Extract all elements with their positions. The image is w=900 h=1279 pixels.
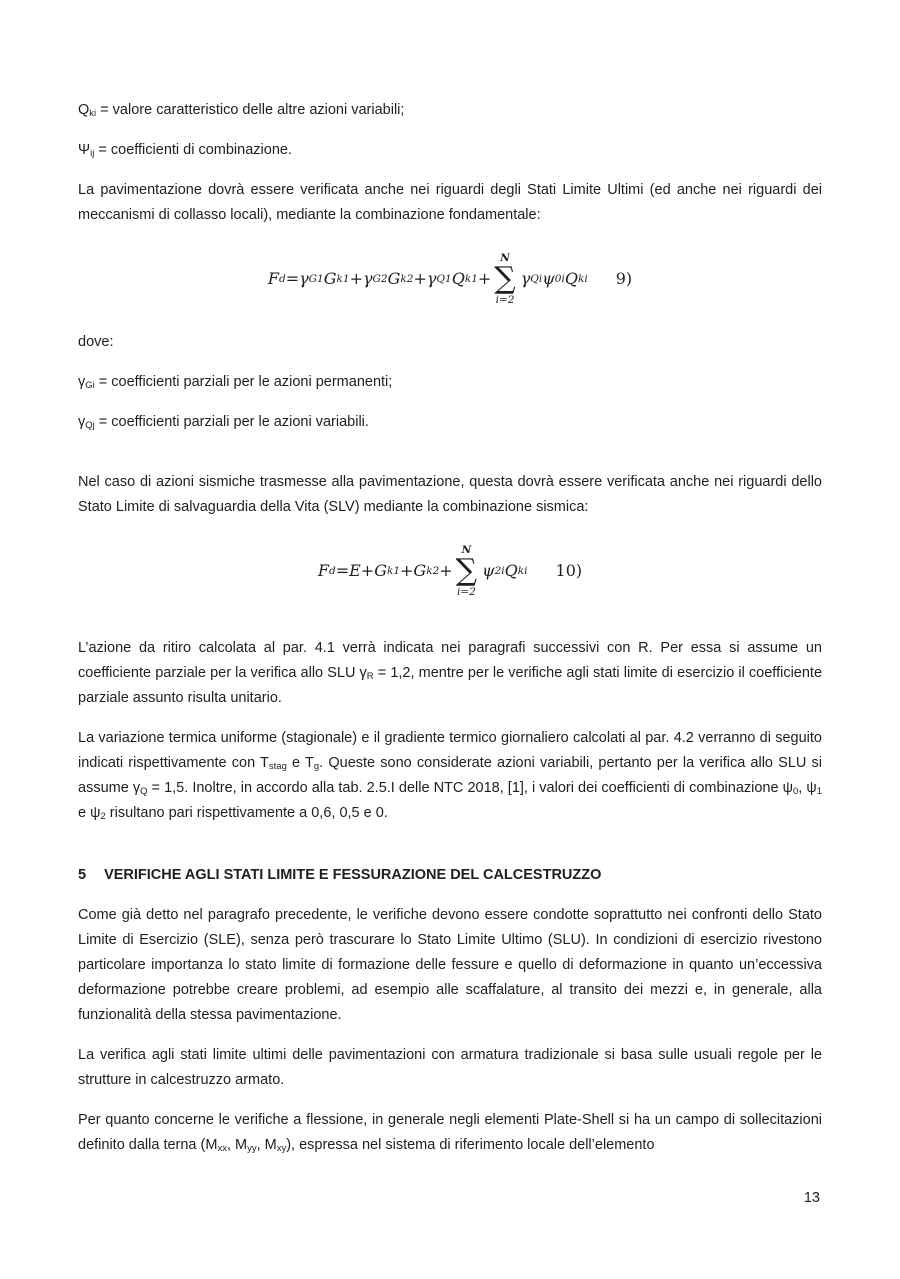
definition-line-gamma-qj: $\gamma_{Qj}$ = coefficienti parziali per le azioni variabili. [78, 414, 369, 431]
paragraph-pavimentazione: La pavimentazione dovrà essere verificata anche nei riguardi degli Stati Limite Ultimi (ed anche nei riguardi dei meccanismi di collasso locali), mediante la combinazione fondamentale: [78, 182, 822, 223]
line-dove: dove: [78, 334, 114, 350]
definition-line-gamma-gi: $\gamma_{Gi}$ = coefficienti parziali per le azioni permanenti; [78, 374, 393, 391]
paragraph-termica: La variazione termica uniforme (stagionale) e il gradiente termico giornaliero calcolati al par. 4.2 verranno di seguito indicati rispettivamente con $T_{stag}$ e $T_g$. Queste sono considerate azioni variabili, pertanto per la verifica allo SLU si assume $\gamma_Q = 1,5$. Inoltre, in accordo alla tab. 2.5.I delle NTC 2018, [1], i valori dei coefficienti di combinazione $\psi_0$, $\psi_1$ e $\psi_2$ risultano pari rispettivamente a 0,6, 0,5 e 0. [78, 730, 822, 822]
section-heading [78, 863, 822, 888]
paragraph-come: Come già detto nel paragrafo precedente, le verifiche devono essere condotte soprattutto nei confronti dello Stato Limite di Esercizio (SLE), senza però trascurare lo Stato Limite Ultimo (SLU). In condizioni di esercizio rivestono particolare importanza lo stato limite di formazione delle fessure e quello di deformazione in quanto un’eccessiva deformazione potrebbe creare problemi, ad esempio alle scaffalature, al transito dei mezzi e, in generale, alla funzionalità della stessa pavimentazione. [78, 907, 822, 1023]
page-number: 13 [803, 1190, 820, 1206]
summation-symbol: N ∑ i=2 [494, 251, 516, 306]
paragraph-quanto: Per quanto concerne le verifiche a flessione, in generale negli elementi Plate-Shell si ha un campo di sollecitazioni definito dalla terna ($M_{xx}$, $M_{yy}$, $M_{xy}$), espressa nel sistema di riferimento locale dell’elemento [78, 1112, 822, 1154]
definition-line-qki: $Q_{ki}$ = valore caratteristico delle altre azioni variabili; [78, 102, 405, 119]
equation-number: 10) [555, 561, 583, 580]
definition-line-psi: $\Psi_{ij}$ = coefficienti di combinazione. [78, 142, 292, 159]
blank-line [78, 841, 822, 863]
section-title: VERIFICHE AGLI STATI LIMITE E FESSURAZIONE DEL CALCESTRUZZO [104, 867, 602, 883]
equation-9: F d = γ G1 G k1 + γ G2 G k2 + γ Q1 Q k1 + N ∑ i=2 γ Qi ψ 0i Q ki 9) [267, 251, 633, 306]
summation-symbol: N ∑ i=2 [455, 543, 478, 598]
paragraph-verifica: La verifica agli stati limite ultimi delle pavimentazioni con armatura tradizionale si basa sulle usuali regole per le strutture in calcestruzzo armato. [78, 1047, 822, 1088]
section-number: 5 [78, 867, 87, 883]
blank-line [78, 450, 822, 470]
equation-10: F d = E + G k1 + G k2 + N ∑ i=2 ψ 2i Q ki 10) [317, 543, 583, 598]
equation-number: 9) [615, 269, 633, 288]
blank-line [78, 622, 822, 636]
paragraph-ritiro: L’azione da ritiro calcolata al par. 4.1 verrà indicata nei paragrafi successivi con R. Per essa si assume un coefficiente parziale per la verifica allo SLU $\gamma_R = 1,2$, mentre per le verifiche agli stati limite di esercizio il coefficiente parziale assunto risulta unitario. [78, 640, 823, 706]
paragraph-sismiche: Nel caso di azioni sismiche trasmesse alla pavimentazione, questa dovrà essere verificata anche nei riguardi dello Stato Limite di salvaguardia della Vita (SLV) mediante la combinazione sismica: [78, 474, 822, 515]
